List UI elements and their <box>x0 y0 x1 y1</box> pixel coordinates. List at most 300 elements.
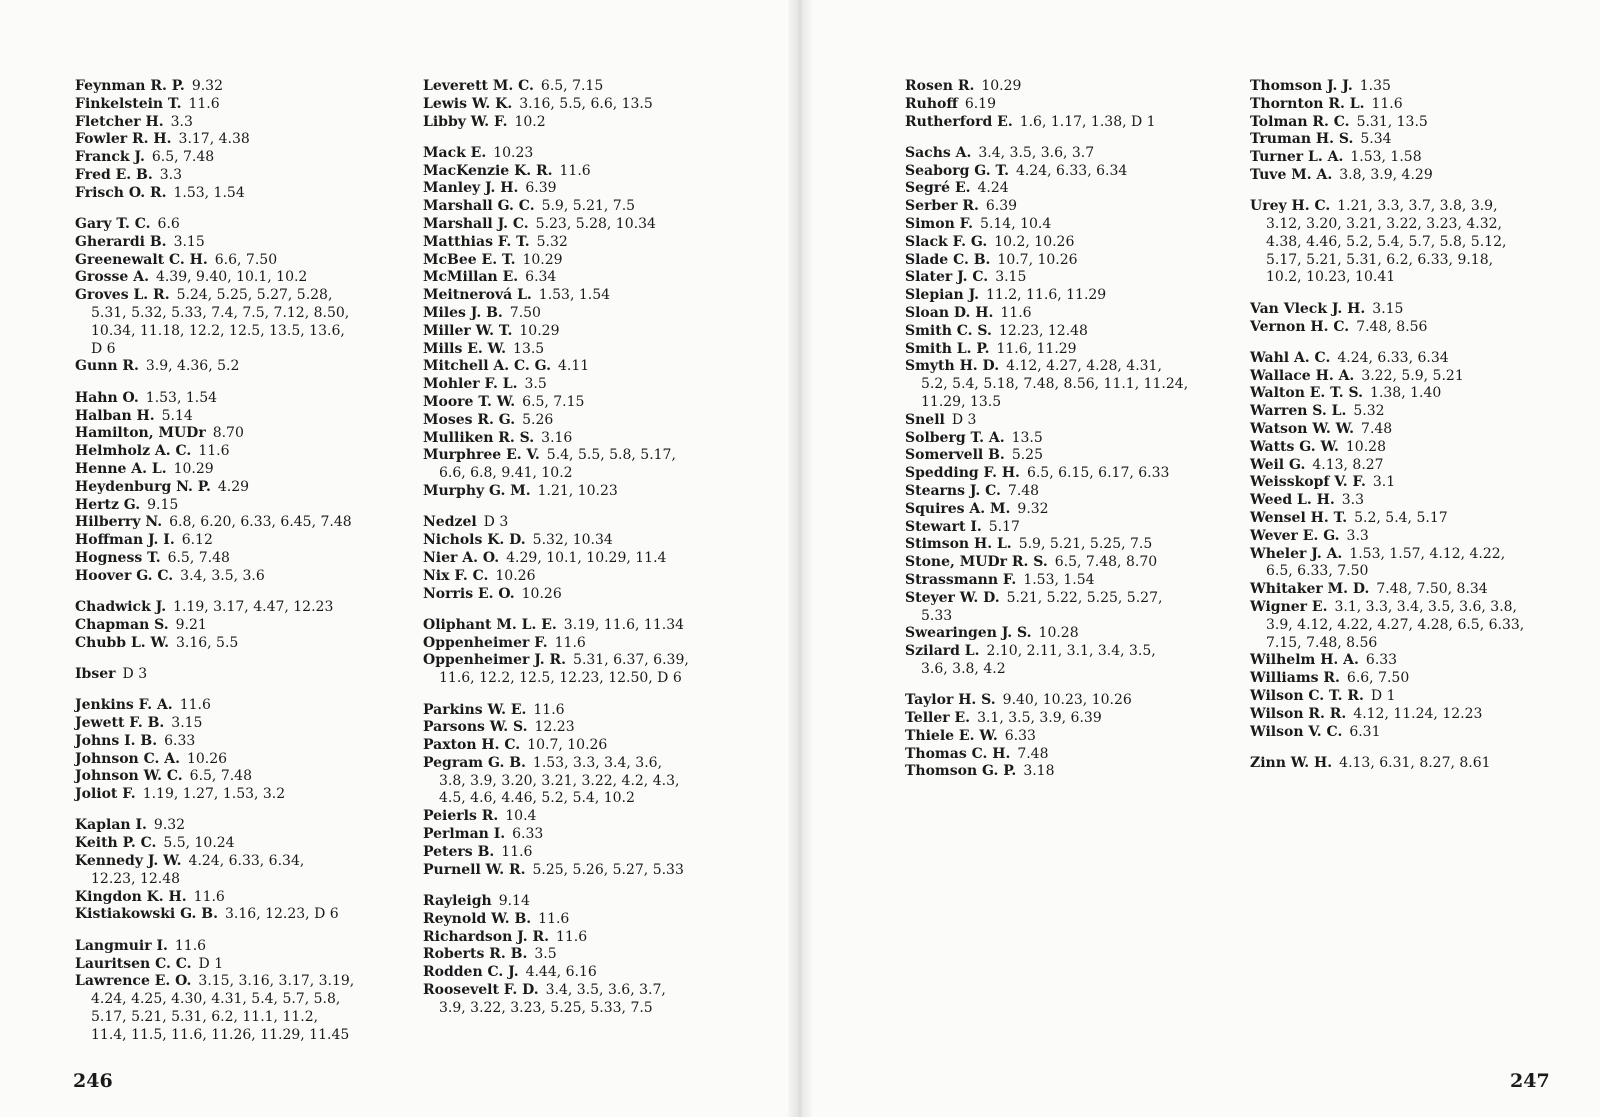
index-entry-refs-continuation: 5.2, 5.4, 5.18, 7.48, 8.56, 11.1, 11.24, <box>921 376 1189 393</box>
book-gutter <box>788 0 812 1117</box>
index-entry-refs: 5.25 <box>1011 447 1043 464</box>
index-entry-refs: 3.22, 5.9, 5.21 <box>1361 367 1464 384</box>
index-letter-group <box>423 893 763 1018</box>
index-entry-refs-continuation: 3.8, 3.9, 3.20, 3.21, 3.22, 4.2, 4.3, <box>439 772 680 789</box>
index-entry-name: Helmholz A. C. <box>75 443 192 460</box>
index-entry-name: Hahn O. <box>75 389 139 406</box>
index-entry-name: Oliphant M. L. E. <box>423 616 557 633</box>
index-entry-line <box>1250 114 1550 132</box>
index-entry-name: Tuve M. A. <box>1250 166 1333 183</box>
index-entry <box>905 96 1245 114</box>
index-entry-line <box>905 305 1245 323</box>
index-entry-name: Hilberry N. <box>75 514 163 531</box>
index-entry-refs: 3.15 <box>173 233 205 250</box>
index-entry-line <box>75 114 415 132</box>
index-entry-name: Chapman S. <box>75 616 169 633</box>
index-entry-name: Hertz G. <box>75 496 141 513</box>
index-entry-refs: 6.5, 7.48 <box>167 549 230 566</box>
index-entry-refs: 1.21, 3.3, 3.7, 3.8, 3.9, <box>1337 198 1498 215</box>
index-entry-line <box>905 643 1245 661</box>
index-entry <box>1250 403 1550 421</box>
index-entry-line <box>423 550 763 568</box>
index-letter-group <box>75 78 415 203</box>
index-entry-line <box>75 697 415 715</box>
index-entry-refs: 6.6 <box>157 216 180 233</box>
index-entry-refs: 4.24, 6.33, 6.34, <box>188 853 305 870</box>
index-entry-line <box>905 590 1245 608</box>
index-letter-group <box>423 514 763 603</box>
index-entry-name: MacKenzie K. R. <box>423 162 553 179</box>
index-entry-line <box>1250 652 1550 670</box>
index-entry-refs: 11.6 <box>174 937 207 954</box>
index-entry-name: Teller E. <box>905 710 971 727</box>
index-entry-line <box>1250 167 1550 185</box>
index-entry-name: Swearingen J. S. <box>905 625 1032 642</box>
index-entry-line <box>75 532 415 550</box>
index-entry-name: Vernon H. C. <box>1250 318 1350 335</box>
index-letter-group <box>75 216 415 376</box>
index-entry <box>75 149 415 167</box>
index-entry-refs: 3.3 <box>1346 527 1369 544</box>
index-entry-line <box>905 483 1245 501</box>
index-entry-refs: 5.21, 5.22, 5.25, 5.27, <box>1006 589 1163 606</box>
index-entry <box>423 358 763 376</box>
index-entry <box>75 358 415 376</box>
index-entry-refs: 3.1, 3.3, 3.4, 3.5, 3.6, 3.8, <box>1334 599 1518 616</box>
index-entry-refs: 7.48 <box>1007 483 1040 500</box>
index-entry-name: Sachs A. <box>905 144 972 161</box>
index-entry-refs: 6.5, 7.48 <box>151 149 215 166</box>
index-entry <box>1250 492 1550 510</box>
index-entry-name: Wensel H. T. <box>1250 510 1348 527</box>
index-entry-refs: 5.31, 13.5 <box>1356 113 1428 130</box>
index-entry-name: Lewis W. K. <box>423 95 513 112</box>
index-entry-refs: 6.33 <box>1004 727 1036 744</box>
index-entry-name: Chadwick J. <box>75 599 167 616</box>
index-entry-line <box>423 982 763 1000</box>
index-entry <box>75 568 415 586</box>
index-entry-line <box>75 149 415 167</box>
index-entry-name: Weisskopf V. F. <box>1250 474 1366 491</box>
index-entry <box>423 216 763 234</box>
index-entry-refs: 9.32 <box>191 78 223 94</box>
index-entry <box>423 163 763 181</box>
index-entry <box>1250 421 1550 439</box>
index-entry-refs: 5.32 <box>536 233 568 250</box>
index-entry <box>423 568 763 586</box>
index-entry-name: Fowler R. H. <box>75 131 172 148</box>
index-entry-name: Marshall J. C. <box>423 216 529 233</box>
index-entry-line <box>75 751 415 769</box>
index-entry <box>75 479 415 497</box>
index-entry-line <box>423 114 763 132</box>
index-entry-line <box>75 96 415 114</box>
index-entry-name: Lauritsen C. C. <box>75 955 192 972</box>
index-entry-line <box>905 710 1245 728</box>
index-entry-name: Squires A. M. <box>905 500 1011 517</box>
index-entry-name: Mulliken R. S. <box>423 429 535 446</box>
index-entry-name: Finkelstein T. <box>75 95 182 112</box>
index-entry-refs: 11.6, 11.29 <box>996 340 1077 357</box>
index-entry <box>75 853 415 889</box>
index-entry-line <box>905 163 1245 181</box>
index-entry-name: Rodden C. J. <box>423 964 519 981</box>
index-entry-refs: 10.28 <box>1038 625 1079 642</box>
index-entry <box>905 447 1245 465</box>
index-entry-line <box>423 893 763 911</box>
index-entry <box>423 911 763 929</box>
index-entry-line <box>1250 581 1550 599</box>
index-entry-name: Slade C. B. <box>905 251 991 268</box>
index-entry <box>423 514 763 532</box>
index-entry <box>1250 755 1550 773</box>
index-entry-name: Moore T. W. <box>423 394 516 411</box>
index-entry <box>423 78 763 96</box>
index-entry-refs: 3.3 <box>1341 492 1365 509</box>
index-letter-group <box>905 692 1245 781</box>
index-entry-name: Seaborg G. T. <box>905 162 1009 179</box>
index-letter-group <box>905 78 1245 131</box>
index-entry-name: Kennedy J. W. <box>75 853 182 870</box>
index-entry <box>423 893 763 911</box>
index-entry-line <box>75 835 415 853</box>
index-entry-refs: 5.2, 5.4, 5.17 <box>1354 510 1448 527</box>
index-entry <box>75 938 415 956</box>
index-entry-line <box>423 532 763 550</box>
index-entry-name: Gunn R. <box>75 358 139 375</box>
index-entry-name: Peierls R. <box>423 808 499 825</box>
index-entry-refs: 10.4 <box>505 808 537 825</box>
index-entry <box>423 234 763 252</box>
index-entry-line <box>75 666 415 684</box>
index-entry-name: Segré E. <box>905 180 971 197</box>
index-entry-refs: 11.6 <box>538 910 570 927</box>
index-entry-line <box>1250 688 1550 706</box>
index-entry-refs: 9.40, 10.23, 10.26 <box>1002 692 1132 709</box>
index-entry-line <box>905 358 1245 376</box>
index-entry-name: Somervell B. <box>905 447 1005 464</box>
index-entry-line <box>905 216 1245 234</box>
index-entry-name: Marshall G. C. <box>423 198 535 215</box>
index-entry-line <box>1250 670 1550 688</box>
index-entry-line <box>423 826 763 844</box>
index-entry <box>75 635 415 653</box>
index-entry-refs: 5.34 <box>1360 131 1392 148</box>
index-entry-line <box>75 497 415 515</box>
index-entry-line <box>75 568 415 586</box>
index-entry <box>75 390 415 408</box>
index-entry <box>75 666 415 684</box>
index-entry <box>1250 167 1550 185</box>
index-entry-name: Nier A. O. <box>423 549 500 566</box>
index-entry-name: Grosse A. <box>75 269 149 286</box>
index-entry-refs: 12.23, 12.48 <box>998 322 1088 339</box>
index-entry <box>423 808 763 826</box>
index-letter-group <box>75 817 415 924</box>
index-entry-name: Smyth H. D. <box>905 358 1000 375</box>
index-entry-line <box>905 763 1245 781</box>
index-entry <box>423 862 763 880</box>
index-entry-refs: 4.24 <box>977 180 1009 197</box>
index-entry <box>905 216 1245 234</box>
index-entry-line <box>423 198 763 216</box>
index-entry-line <box>75 167 415 185</box>
index-entry-name: Miles J. B. <box>423 305 503 322</box>
index-entry-line <box>1250 301 1550 319</box>
index-entry-line <box>423 586 763 604</box>
index-entry-name: Rutherford E. <box>905 113 1013 130</box>
index-entry-line <box>75 408 415 426</box>
index-entry-refs: 12.23 <box>534 719 575 736</box>
index-entry-name: Watts G. W. <box>1250 438 1339 455</box>
index-entry-line <box>423 617 763 635</box>
index-column <box>423 78 763 1031</box>
index-entry-name: Thomson J. J. <box>1250 78 1353 94</box>
index-entry <box>423 617 763 635</box>
index-entry-refs: 3.16, 5.5, 6.6, 13.5 <box>519 95 653 112</box>
index-entry-name: Tolman R. C. <box>1250 113 1350 130</box>
index-entry-line <box>75 185 415 203</box>
index-entry-refs: 10.23 <box>493 144 534 161</box>
index-letter-group <box>1250 350 1550 742</box>
index-entry-line <box>905 465 1245 483</box>
index-entry-name: Henne A. L. <box>75 460 167 477</box>
index-entry-line <box>1250 492 1550 510</box>
index-entry-refs: 6.8, 6.20, 6.33, 6.45, 7.48 <box>169 514 352 531</box>
index-entry <box>423 323 763 341</box>
index-entry-name: Miller W. T. <box>423 322 513 339</box>
index-entry-refs: 6.39 <box>525 180 557 197</box>
index-entry-line <box>423 946 763 964</box>
index-entry-name: Johnson W. C. <box>75 768 183 785</box>
index-entry-refs: 3.18 <box>1023 763 1055 780</box>
index-entry <box>423 180 763 198</box>
index-entry <box>423 635 763 653</box>
index-entry-name: Urey H. C. <box>1250 198 1331 215</box>
index-entry <box>905 554 1245 572</box>
index-entry-line <box>423 145 763 163</box>
index-entry <box>423 447 763 483</box>
index-entry-refs: 3.3 <box>159 166 183 183</box>
index-entry-refs: 4.29, 10.1, 10.29, 11.4 <box>506 549 667 566</box>
index-entry-refs: 11.6 <box>533 701 565 718</box>
index-entry-refs: 9.21 <box>175 616 207 633</box>
index-entry-line <box>75 635 415 653</box>
index-entry-line <box>905 430 1245 448</box>
index-entry-name: Pegram G. B. <box>423 754 526 771</box>
index-entry-line <box>423 911 763 929</box>
index-entry-line <box>75 599 415 617</box>
index-entry <box>905 78 1245 96</box>
index-entry-refs: 1.53, 1.54 <box>1023 572 1095 589</box>
index-entry <box>905 323 1245 341</box>
index-entry-line <box>1250 510 1550 528</box>
index-entry <box>75 697 415 715</box>
index-entry <box>75 425 415 443</box>
index-entry-refs: 3.3 <box>170 113 193 130</box>
index-entry <box>423 964 763 982</box>
index-entry-line <box>1250 385 1550 403</box>
index-entry-line <box>1250 474 1550 492</box>
index-entry-line <box>75 216 415 234</box>
index-entry-line <box>75 425 415 443</box>
index-entry <box>905 358 1245 411</box>
index-entry-line <box>75 938 415 956</box>
index-entry <box>905 643 1245 679</box>
index-entry-refs-continuation: 3.9, 4.12, 4.22, 4.27, 4.28, 6.5, 6.33, <box>1266 616 1525 633</box>
index-entry <box>905 163 1245 181</box>
index-entry-name: Wilson R. R. <box>1250 705 1347 722</box>
index-entry-line <box>1250 96 1550 114</box>
index-entry-line <box>905 728 1245 746</box>
index-entry <box>905 269 1245 287</box>
left-page <box>0 0 790 1117</box>
index-entry-refs: 3.1 <box>1372 474 1396 491</box>
index-entry <box>905 145 1245 163</box>
index-entry-name: Slater J. C. <box>905 269 989 286</box>
index-entry-name: Nedzel <box>423 514 477 531</box>
index-entry-line <box>423 929 763 947</box>
index-entry-name: Chubb L. W. <box>75 634 169 651</box>
index-entry-name: Oppenheimer F. <box>423 634 548 651</box>
index-entry-refs: 4.24, 6.33, 6.34 <box>1015 162 1128 179</box>
index-entry-refs: 11.2, 11.6, 11.29 <box>985 287 1107 304</box>
index-entry-refs: 1.53, 1.58 <box>1350 149 1422 166</box>
index-entry-name: Rayleigh <box>423 892 492 909</box>
index-entry-line <box>905 287 1245 305</box>
index-entry-refs: 6.5, 7.48 <box>189 768 252 785</box>
index-entry-refs: 3.15 <box>1372 300 1404 317</box>
index-entry-line <box>905 78 1245 96</box>
index-entry-line <box>423 269 763 287</box>
index-entry-name: Stone, MUDr R. S. <box>905 554 1048 571</box>
index-entry <box>905 625 1245 643</box>
index-entry-refs: 4.13, 8.27 <box>1312 456 1384 473</box>
index-entry-line <box>423 376 763 394</box>
index-entry-name: Serber R. <box>905 198 979 215</box>
index-entry-name: Johns I. B. <box>75 732 158 749</box>
index-entry-name: Sloan D. H. <box>905 305 994 322</box>
index-entry-line <box>905 269 1245 287</box>
index-entry-name: Whitaker M. D. <box>1250 581 1370 598</box>
index-entry-name: Ruhoff <box>905 95 958 112</box>
index-entry-line <box>423 252 763 270</box>
index-entry-line <box>905 252 1245 270</box>
index-entry <box>1250 96 1550 114</box>
index-letter-group <box>1250 755 1550 773</box>
index-entry-line <box>1250 528 1550 546</box>
index-entry <box>423 719 763 737</box>
index-entry-refs: 7.50 <box>509 305 541 322</box>
index-entry <box>75 96 415 114</box>
index-entry-refs-continuation: 5.17, 5.21, 5.31, 6.2, 11.1, 11.2, <box>91 1008 319 1025</box>
index-entry-refs-continuation: 3.9, 3.22, 3.23, 5.25, 5.33, 7.5 <box>439 999 653 1016</box>
index-entry-line <box>905 145 1245 163</box>
index-entry <box>423 826 763 844</box>
index-entry <box>423 532 763 550</box>
index-entry-refs: 3.9, 4.36, 5.2 <box>145 358 240 375</box>
index-entry-refs: 3.4, 3.5, 3.6, 3.7, <box>545 981 666 998</box>
index-entry <box>905 180 1245 198</box>
index-letter-group <box>423 78 763 131</box>
index-entry-name: Warren S. L. <box>1250 403 1347 420</box>
index-entry-refs: 11.6 <box>501 843 533 860</box>
index-entry-refs: 3.15 <box>171 715 203 731</box>
index-letter-group <box>75 390 415 586</box>
index-entry-refs: 3.5 <box>524 376 547 393</box>
index-entry-refs: 11.6 <box>1000 305 1032 322</box>
index-entry-line <box>75 906 415 924</box>
index-entry <box>423 198 763 216</box>
right-page <box>810 0 1600 1117</box>
index-entry-name: Keith P. C. <box>75 835 157 852</box>
index-letter-group <box>1250 198 1550 287</box>
index-entry-refs: 1.53, 1.57, 4.12, 4.22, <box>1349 545 1506 562</box>
index-entry-refs-continuation: 10.2, 10.23, 10.41 <box>1266 269 1396 286</box>
index-entry-line <box>1250 319 1550 337</box>
index-entry-refs-continuation: 10.34, 11.18, 12.2, 12.5, 13.5, 13.6, <box>91 322 345 339</box>
index-entry-refs-continuation: 7.15, 7.48, 8.56 <box>1266 634 1378 651</box>
index-entry-line <box>423 180 763 198</box>
index-entry <box>1250 114 1550 132</box>
index-entry <box>423 586 763 604</box>
index-entry <box>1250 131 1550 149</box>
index-entry <box>1250 670 1550 688</box>
index-entry-name: Leverett M. C. <box>423 78 534 94</box>
index-entry <box>75 835 415 853</box>
index-entry-refs: 10.29 <box>519 322 560 339</box>
index-entry-refs: 4.13, 6.31, 8.27, 8.61 <box>1339 754 1491 771</box>
index-entry <box>423 652 763 688</box>
index-entry <box>905 234 1245 252</box>
index-column <box>1250 78 1550 786</box>
index-entry-name: Gary T. C. <box>75 216 151 233</box>
index-entry-refs: 9.14 <box>498 892 530 909</box>
index-entry-refs: 5.17 <box>988 518 1020 535</box>
index-letter-group <box>75 599 415 652</box>
index-entry-line <box>905 114 1245 132</box>
index-entry-name: Moses R. G. <box>423 411 516 428</box>
index-entry-line <box>905 625 1245 643</box>
index-entry <box>75 114 415 132</box>
index-entry-refs: 3.4, 3.5, 3.6 <box>180 567 265 584</box>
index-entry-refs: 5.25, 5.26, 5.27, 5.33 <box>532 861 684 878</box>
index-entry <box>423 844 763 862</box>
index-entry <box>1250 368 1550 386</box>
index-letter-group <box>1250 78 1550 185</box>
index-entry <box>423 305 763 323</box>
index-entry-name: Rosen R. <box>905 78 975 94</box>
index-entry <box>423 96 763 114</box>
index-entry-line <box>75 269 415 287</box>
index-entry-refs: D 3 <box>122 665 148 682</box>
index-entry <box>423 929 763 947</box>
index-entry-refs: 5.26 <box>522 411 554 428</box>
index-entry-line <box>905 412 1245 430</box>
index-entry-refs: 5.32, 10.34 <box>532 532 613 549</box>
index-entry-name: Joliot F. <box>75 786 136 803</box>
index-entry-line <box>75 733 415 751</box>
index-entry-refs: 13.5 <box>513 340 545 357</box>
index-column <box>905 78 1245 795</box>
index-entry <box>75 443 415 461</box>
index-entry-refs: 3.17, 4.38 <box>178 131 250 148</box>
index-entry-name: McBee E. T. <box>423 251 516 268</box>
index-entry-refs: 10.28 <box>1345 438 1386 455</box>
index-entry-line <box>1250 421 1550 439</box>
index-entry-line <box>905 746 1245 764</box>
index-entry-refs: 3.16, 12.23, D 6 <box>225 906 339 923</box>
